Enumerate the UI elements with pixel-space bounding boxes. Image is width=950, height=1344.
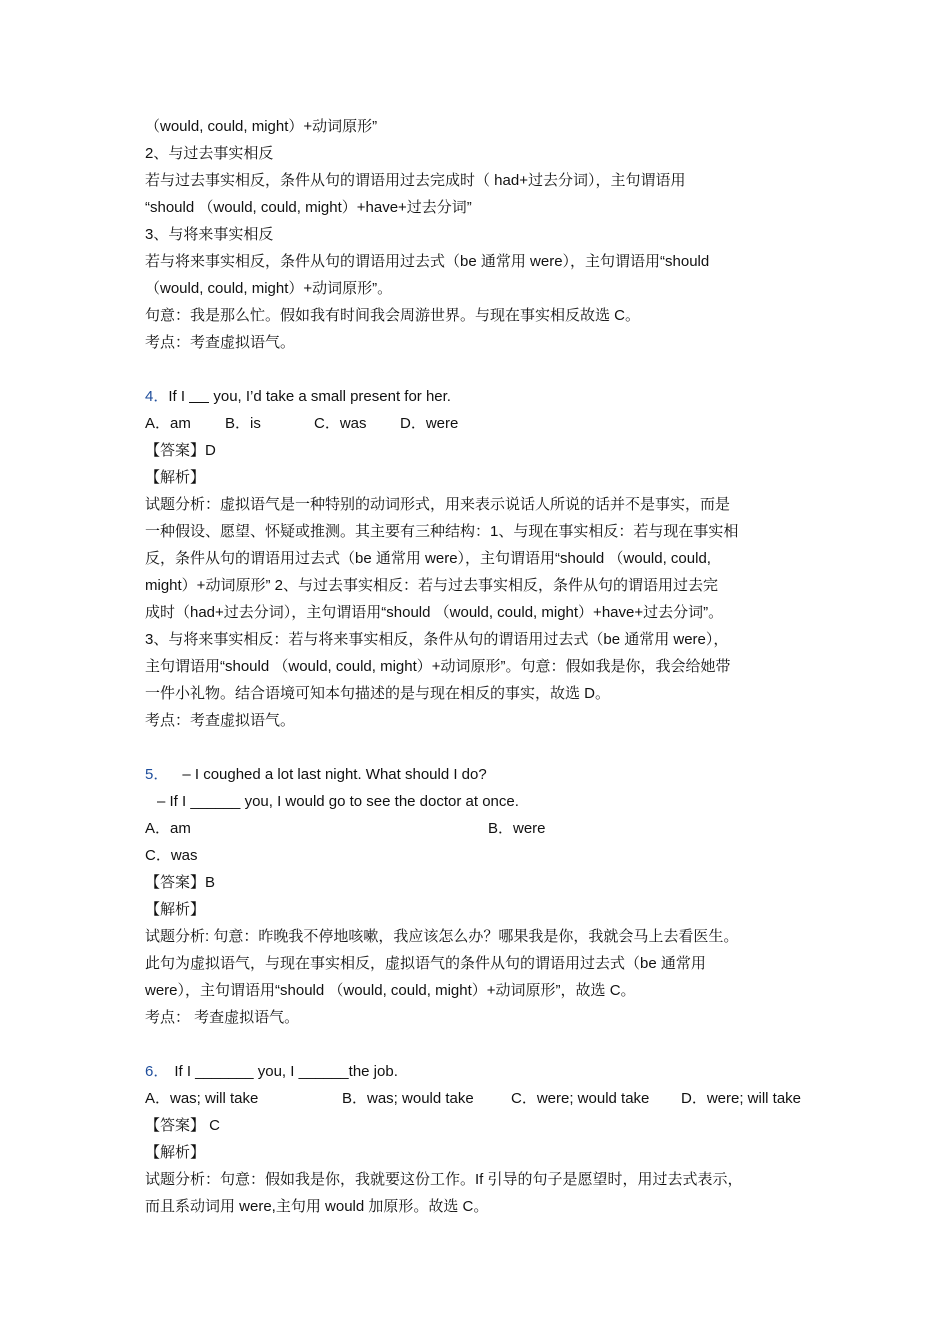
stem-part: If I — [168, 388, 190, 405]
answer-label: 【答案】 C — [145, 1117, 221, 1134]
question-number: 5． — [145, 766, 169, 783]
option-d: D．were — [400, 415, 459, 432]
dialogue-line: – I coughed a lot last night. What should I do? — [182, 766, 487, 783]
question-5-options-row1 — [145, 815, 810, 842]
question-6-stem — [145, 1058, 810, 1085]
analysis-line: 试题分析：虚拟语气是一种特别的动词形式，用来表示说话人所说的话并不是事实，而是 — [145, 496, 731, 513]
text-line: 若与将来事实相反，条件从句的谓语用过去式（be 通常用 were），主句谓语用“should — [145, 253, 710, 270]
spacer — [145, 356, 810, 383]
analysis-line: 试题分析: 句意：昨晚我不停地咳嗽，我应该怎么办？哪果我是你，我就会马上去看医生。 — [145, 928, 739, 945]
text-line: 2、与过去事实相反 — [145, 145, 274, 162]
analysis-line: 一件小礼物。结合语境可知本句描述的是与现在相反的事实，故选 D。 — [145, 685, 611, 702]
question-5-stem — [145, 761, 810, 788]
analysis-line: might）+动词原形” 2、与过去事实相反：若与过去事实相反，条件从句的谓语用过去完 — [145, 577, 718, 594]
option-a: A．am — [145, 820, 191, 837]
answer-label: 【答案】B — [145, 874, 216, 891]
stem-text: If I _______ you, I ______the job. — [174, 1063, 398, 1080]
question-number: 4． — [145, 388, 169, 405]
option-a: A．am — [145, 415, 191, 432]
analysis-line: 主句谓语用“should （would, could, might）+动词原形”。句意：假如我是你，我会给她带 — [145, 658, 731, 675]
analysis-line: 反，条件从句的谓语用过去式（be 通常用 were），主句谓语用“should （would, could, — [145, 550, 711, 567]
text-line: （would, could, might）+动词原形” — [145, 118, 378, 135]
option-c: C．was — [145, 847, 198, 864]
analysis-line: 一种假设、愿望、怀疑或推测。其主要有三种结构：1、与现在事实相反：若与现在事实相 — [145, 523, 739, 540]
text-line: 句意：我是那么忙。假如我有时间我会周游世界。与现在事实相反故选 C。 — [145, 307, 641, 324]
option-d: D．were; will take — [681, 1090, 802, 1107]
dialogue-line: – If I ______ you, I would go to see the doctor at once. — [157, 793, 519, 810]
question-4-options — [145, 410, 810, 437]
analysis-line: 而且系动词用 were,主句用 would 加原形。故选 C。 — [145, 1198, 489, 1215]
option-c: C．were; would take — [511, 1090, 650, 1107]
document-body — [145, 113, 810, 1220]
option-a: A．was; will take — [145, 1090, 259, 1107]
analysis-label: 【解析】 — [145, 1144, 206, 1161]
analysis-line: 此句为虚拟语气，与现在事实相反，虚拟语气的条件从句的谓语用过去式（be 通常用 — [145, 955, 706, 972]
question-number: 6． — [145, 1063, 169, 1080]
spacer — [145, 734, 810, 761]
analysis-line: 3、与将来事实相反：若与将来事实相反，条件从句的谓语用过去式（be 通常用 were）， — [145, 631, 729, 648]
exam-point: 考点： 考查虚拟语气。 — [145, 1009, 300, 1026]
text-line: 3、与将来事实相反 — [145, 226, 274, 243]
spacer — [145, 1031, 810, 1058]
answer-label: 【答案】D — [145, 442, 216, 459]
analysis-line: 成时（had+过去分词），主句谓语用“should （would, could, might）+have+过去分词”。 — [145, 604, 724, 621]
text-line: （would, could, might）+动词原形”。 — [145, 280, 393, 297]
question-4-stem — [145, 383, 810, 410]
analysis-label: 【解析】 — [145, 469, 206, 486]
analysis-label: 【解析】 — [145, 901, 206, 918]
option-b: B．were — [488, 820, 546, 837]
question-6-options — [145, 1085, 810, 1112]
exam-point: 考点：考查虚拟语气。 — [145, 334, 296, 351]
text-line: 若与过去事实相反，条件从句的谓语用过去完成时（ had+过去分词），主句谓语用 — [145, 172, 686, 189]
option-b: B．is — [225, 415, 261, 432]
analysis-line: were），主句谓语用“should （would, could, might）+动词原形”，故选 C。 — [145, 982, 636, 999]
option-c: C．was — [314, 415, 367, 432]
answer-blank — [189, 388, 209, 403]
text-line: “should （would, could, might）+have+过去分词” — [145, 199, 472, 216]
analysis-line: 试题分析：句意：假如我是你，我就要这份工作。If 引导的句子是愿望时，用过去式表示， — [145, 1171, 743, 1188]
exam-point: 考点：考查虚拟语气。 — [145, 712, 296, 729]
stem-part: you, I’d take a small present for her. — [209, 388, 451, 405]
option-b: B．was; would take — [342, 1090, 474, 1107]
